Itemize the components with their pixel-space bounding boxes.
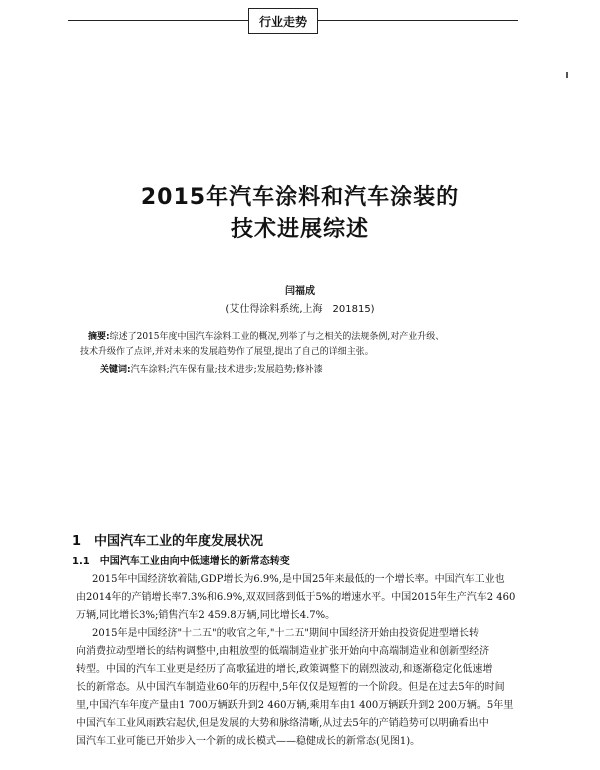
paragraph2-line: 转型。中国的汽车工业更是经历了高歌猛进的增长,政策调整下的剧烈波动,和逐渐稳定化低速增: [76, 664, 493, 675]
abstract-text-line2: 技术升级作了点评,并对未来的发展趋势作了展望,提出了自己的详细主张。: [80, 347, 374, 357]
keywords: [100, 362, 323, 375]
abstract-label: 摘要:: [88, 332, 110, 342]
paragraph2-line: 长的新常态。从中国汽车制造业60年的历程中,5年仅仅是短暂的一个阶段。但是在过去5年的时间: [76, 682, 505, 693]
subsection-heading: 1.1 中国汽车工业由向中低速增长的新常态转变: [72, 556, 290, 567]
paragraph1-line: 由2014年的产销增长率7.3%和6.9%,双双回落到低于5%的增速水平。中国2015年生产汽车2 460: [76, 592, 516, 603]
paragraph2-line: 向消费拉动型增长的结构调整中,由粗放型的低端制造业扩张开始向中高端制造业和创新型经济: [76, 646, 490, 657]
section-tag-label: 行业走势: [258, 14, 307, 29]
section-heading: 1 中国汽车工业的年度发展状况: [72, 534, 264, 549]
paragraph2-line: 中国汽车工业风雨跌宕起伏,但是发展的大势和脉络清晰,从过去5年的产销趋势可以明确看出中: [76, 718, 489, 729]
paragraph1-line: 2015年中国经济软着陆,GDP增长为6.9%,是中国25年来最低的一个增长率。中国汽车工业也: [92, 574, 505, 585]
paragraph2-line: 国汽车工业可能已开始步入一个新的成长模式——稳健成长的新常态(见图1)。: [76, 736, 421, 747]
header-rule-right: [318, 20, 518, 21]
article-title-line1: 2015年汽车涂料和汽车涂装的: [140, 185, 460, 210]
article-title-line2: 技术进展综述: [230, 217, 369, 242]
abstract-text-line1: 综述了2015年度中国汽车涂料工业的概况,列举了与之相关的法规条例,对产业升级、: [109, 332, 445, 342]
paragraph2-line: 2015年是中国经济"十二五"的收官之年,"十二五"期间中国经济开始由投资促进型增长转: [92, 628, 480, 639]
keywords-label: 关键词:: [100, 365, 131, 375]
paragraph1-line: 万辆,同比增长3%;销售汽车2 459.8万辆,同比增长4.7%。: [76, 610, 336, 621]
author-name: 闫福成: [285, 286, 315, 297]
section-tag: [248, 8, 318, 34]
keywords-text: 汽车涂料;汽车保有量;技术进步;发展趋势;修补漆: [130, 365, 323, 375]
paragraph2-line: 里,中国汽车年度产量由1 700万辆跃升到2 460万辆,乘用车由1 400万辆跃升到2 200万辆。5年里: [76, 700, 514, 711]
header-rule-left: [68, 20, 248, 21]
margin-mark: [566, 72, 568, 78]
abstract: [80, 330, 518, 357]
author-affiliation: (艾仕得涂料系统,上海 201815): [225, 304, 375, 315]
